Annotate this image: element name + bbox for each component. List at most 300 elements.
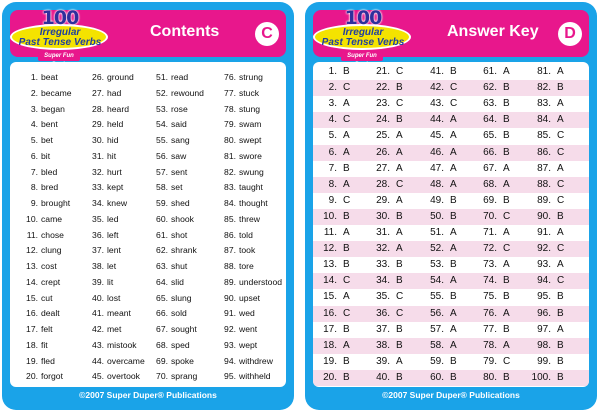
answer-letter: B (450, 194, 457, 206)
answer-row (313, 225, 589, 241)
verb-word: hid (107, 135, 119, 145)
answer-cell (527, 112, 564, 128)
verb-number: 11. (26, 229, 38, 240)
verb-number: 93. (224, 339, 236, 350)
verb-word: fit (41, 339, 48, 350)
verb-number: 87. (224, 245, 236, 256)
answer-letter: A (450, 323, 457, 335)
answer-letter: A (450, 178, 457, 190)
answer-cell (313, 225, 350, 241)
verb-word: cut (41, 292, 53, 303)
question-number: 90. (537, 210, 551, 222)
verb-word: mistook (107, 339, 137, 350)
answer-letter: C (503, 243, 511, 255)
verb-word: let (107, 261, 117, 271)
answer-cell (527, 273, 564, 289)
verb-word: left (107, 229, 119, 240)
verb-list-item (84, 180, 145, 196)
verb-word: fled (41, 355, 55, 366)
question-number: 70. (483, 210, 497, 222)
verb-number: 68. (156, 339, 168, 350)
answer-letter: C (503, 355, 511, 367)
answer-cell (420, 128, 457, 144)
verb-list-item (20, 180, 72, 196)
verb-number: 36. (92, 229, 104, 240)
verb-word: meant (107, 308, 131, 319)
contents-column (148, 70, 204, 387)
verb-number (20, 385, 38, 387)
answer-letter: B (557, 371, 564, 383)
answer-cell (527, 257, 564, 273)
answer-letter: A (343, 98, 350, 110)
verb-list-item (214, 86, 282, 102)
verb-number: 5. (30, 135, 38, 145)
verb-list-item (214, 70, 282, 86)
verb-number: 16. (26, 308, 38, 319)
verb-word: forgot (41, 371, 63, 382)
question-number: 2. (328, 82, 337, 94)
verb-word: began (41, 103, 65, 114)
answer-cell (366, 354, 403, 370)
verb-list-item (214, 354, 282, 370)
question-number: 75. (483, 291, 497, 303)
answer-letter: C (343, 114, 351, 126)
verb-word: strung (239, 72, 263, 82)
verb-word: bred (41, 182, 59, 193)
answer-key-header (313, 7, 589, 59)
answer-letter: A (503, 339, 510, 351)
verb-number: 10. (26, 213, 38, 224)
question-number: 62. (483, 82, 497, 94)
answer-cell (473, 177, 510, 193)
verb-number (84, 385, 104, 387)
answer-cell (366, 370, 403, 386)
verb-word: bit (41, 150, 51, 161)
answer-cell (366, 257, 403, 273)
verb-list-item (148, 196, 204, 212)
answer-row (313, 370, 589, 386)
verb-number: 64. (156, 276, 168, 287)
answer-letter: A (396, 130, 403, 142)
logo-tagline: Super Fun (341, 52, 383, 61)
answer-letter: C (557, 130, 565, 142)
contents-column (84, 70, 145, 387)
verb-number: 28. (92, 103, 104, 114)
question-number: 47. (430, 162, 444, 174)
verb-number: 53. (156, 103, 168, 114)
verb-number: 59. (156, 198, 168, 208)
card-letter-badge: D (558, 22, 582, 46)
verb-word: led (107, 213, 119, 224)
answer-letter: C (396, 291, 404, 303)
answer-cell (420, 64, 457, 80)
question-number: 14. (323, 275, 337, 287)
answer-row (313, 64, 589, 80)
answer-cell (527, 354, 564, 370)
logo-line1: Irregular (39, 27, 81, 38)
answer-cell (366, 145, 403, 161)
answer-letter: B (396, 114, 403, 126)
verb-number: 30. (92, 135, 104, 145)
answer-cell (473, 80, 510, 96)
answer-letter: A (450, 162, 457, 174)
verb-list-item (214, 369, 282, 385)
verb-number: 13. (26, 261, 38, 271)
verb-number: 37. (92, 245, 104, 256)
answer-row (313, 80, 589, 96)
question-number: 49. (430, 194, 444, 206)
verb-word: overcame (107, 355, 145, 366)
verb-word: understood (239, 276, 283, 287)
question-number: 35. (376, 291, 390, 303)
answer-letter: A (396, 194, 403, 206)
answer-cell (313, 80, 350, 96)
answer-letter: C (557, 146, 565, 158)
question-number: 92. (537, 243, 551, 255)
answer-row (313, 193, 589, 209)
verb-list-item (20, 212, 72, 228)
answer-cell (366, 322, 403, 338)
verb-number: 60. (156, 213, 168, 224)
verb-word: wed (239, 308, 255, 319)
verb-word: swung (239, 166, 264, 177)
answer-letter: B (503, 98, 510, 110)
verb-list-item (20, 117, 72, 133)
question-number: 43. (430, 98, 444, 110)
answer-cell (473, 112, 510, 128)
verb-word: lent (107, 245, 121, 256)
answer-cell (366, 241, 403, 257)
verb-word: brought (41, 198, 71, 208)
verb-number: 19. (26, 355, 38, 366)
verb-number: 91. (224, 308, 236, 319)
answer-row (313, 354, 589, 370)
answer-cell (313, 112, 350, 128)
verb-number: 82. (224, 166, 236, 177)
verb-list-item (214, 385, 282, 387)
question-number: 77. (483, 323, 497, 335)
answer-letter: B (396, 210, 403, 222)
answer-cell (420, 354, 457, 370)
verb-word: withheld (239, 371, 271, 382)
question-number: 3. (328, 98, 337, 110)
question-number: 4. (328, 114, 337, 126)
answer-cell (366, 225, 403, 241)
verb-word: stung (239, 103, 261, 114)
question-number: 25. (376, 130, 390, 142)
verb-list-item (214, 196, 282, 212)
answer-letter: C (503, 210, 511, 222)
question-number: 38. (376, 339, 390, 351)
question-number: 67. (483, 162, 497, 174)
answer-letter: C (396, 307, 404, 319)
verb-number: 40. (92, 292, 104, 303)
answer-cell (473, 193, 510, 209)
verb-list-item (148, 149, 204, 165)
answer-letter: B (503, 146, 510, 158)
answer-letter: A (396, 146, 403, 158)
verb-number: 33. (92, 182, 104, 193)
answer-letter: A (557, 66, 564, 77)
answer-letter: A (450, 243, 457, 255)
verb-list-item (214, 180, 282, 196)
question-number: 98. (537, 339, 551, 351)
answer-cell (473, 145, 510, 161)
question-number: 53. (430, 259, 444, 271)
verb-list-item (84, 133, 145, 149)
verb-number: 14. (26, 276, 38, 287)
verb-word: read (171, 72, 189, 82)
question-number: 88. (537, 178, 551, 190)
answer-cell (366, 273, 403, 289)
verb-word: came (41, 213, 63, 224)
answer-letter: B (450, 210, 457, 222)
answer-letter: C (396, 178, 404, 190)
answer-letter: C (557, 178, 565, 190)
answer-cell (473, 370, 510, 386)
verb-number: 79. (224, 119, 236, 130)
question-number: 89. (537, 194, 551, 206)
question-number: 42. (430, 82, 444, 94)
verb-word: sped (171, 339, 190, 350)
answer-letter: B (450, 66, 457, 77)
verb-list-item (20, 228, 72, 244)
answer-letter: C (343, 275, 351, 287)
answer-letter: A (450, 146, 457, 158)
verb-word: sought (171, 324, 197, 334)
verb-number: 86. (224, 229, 236, 240)
answer-letter: A (396, 227, 403, 238)
verb-number: 26. (92, 72, 104, 82)
verb-list-item (84, 369, 145, 385)
question-number: 6. (328, 146, 337, 158)
verb-word: cost (41, 261, 57, 271)
question-number: 93. (537, 259, 551, 271)
answer-cell (527, 80, 564, 96)
question-number: 45. (430, 130, 444, 142)
answer-letter: A (503, 162, 510, 174)
question-number: 96. (537, 307, 551, 319)
verb-word: shook (171, 213, 194, 224)
verb-number: 18. (26, 339, 38, 350)
answer-cell (313, 370, 350, 386)
verb-list-item (20, 306, 72, 322)
verb-number: 65. (156, 292, 168, 303)
answer-key-footer: ©2007 Super Duper® Publications (382, 390, 520, 400)
question-number: 24. (376, 114, 390, 126)
answer-letter: C (450, 82, 458, 94)
answer-letter: B (343, 162, 350, 174)
verb-number: 76. (224, 72, 236, 82)
verb-word: withdrew (239, 355, 273, 366)
verb-word: bet (41, 135, 53, 145)
answer-cell (527, 161, 564, 177)
answer-letter: A (557, 259, 564, 271)
answer-letter: C (343, 194, 351, 206)
verb-list-item (148, 291, 204, 307)
verb-number: 44. (92, 355, 104, 366)
question-number: 13. (323, 259, 337, 271)
answer-letter: A (450, 339, 457, 351)
answer-letter: A (503, 66, 510, 77)
answer-cell (527, 209, 564, 225)
answer-cell (313, 177, 350, 193)
verb-word: shed (171, 198, 190, 208)
answer-letter: B (557, 82, 564, 94)
question-number: 87. (537, 162, 551, 174)
verb-list-item (20, 149, 72, 165)
answer-letter: B (396, 371, 403, 383)
answer-cell (366, 80, 403, 96)
question-number: 20. (323, 371, 337, 383)
verb-number: 90. (224, 292, 236, 303)
logo-line2: Past Tense Verbs (18, 37, 102, 48)
verb-word: shrank (171, 245, 197, 256)
contents-panel (10, 62, 286, 387)
answer-letter: A (503, 307, 510, 319)
answer-letter: C (343, 82, 351, 94)
answer-cell (527, 225, 564, 241)
question-number: 28. (376, 178, 390, 190)
verb-word: set (171, 182, 183, 193)
verb-list-item (20, 369, 72, 385)
answer-cell (527, 193, 564, 209)
question-number: 36. (376, 307, 390, 319)
answer-cell (420, 177, 457, 193)
question-number: 48. (430, 178, 444, 190)
answer-letter: B (557, 355, 564, 367)
verb-word: upset (239, 292, 261, 303)
answer-letter: B (557, 307, 564, 319)
verb-list-item (20, 102, 72, 118)
answer-cell (420, 96, 457, 112)
question-number: 71. (483, 227, 497, 238)
question-number: 76. (483, 307, 497, 319)
verb-word: bent (41, 119, 58, 130)
answer-letter: B (396, 275, 403, 287)
verb-word: ground (107, 72, 134, 82)
verb-number: 84. (224, 198, 236, 208)
answer-letter: A (557, 114, 564, 126)
answer-cell (313, 273, 350, 289)
answer-letter: A (450, 307, 457, 319)
verb-list-item (148, 180, 204, 196)
answer-letter: C (396, 98, 404, 110)
answer-cell (313, 128, 350, 144)
verb-number: 34. (92, 198, 104, 208)
answer-cell (527, 289, 564, 305)
answer-cell (473, 273, 510, 289)
answer-cell (313, 354, 350, 370)
verb-list-item (148, 243, 204, 259)
verb-list-item (148, 369, 204, 385)
verb-word: sent (171, 166, 188, 177)
verb-list-item (20, 385, 72, 387)
verb-number: 51. (156, 72, 168, 82)
answer-cell (313, 289, 350, 305)
question-number: 65. (483, 130, 497, 142)
verb-list-item (214, 228, 282, 244)
verb-list-item (84, 149, 145, 165)
verb-list-item (214, 322, 282, 338)
answer-cell (420, 161, 457, 177)
verb-word: felt (41, 324, 53, 334)
verb-number: 32. (92, 166, 104, 177)
question-number: 91. (537, 227, 551, 238)
verb-number: 61. (156, 229, 168, 240)
verb-number: 95. (224, 371, 236, 382)
verb-word: met (107, 324, 122, 334)
verb-word: tore (239, 261, 254, 271)
verb-number (148, 385, 168, 387)
answer-cell (473, 289, 510, 305)
answer-letter: A (343, 178, 350, 190)
answer-letter: A (343, 146, 350, 158)
verb-number: 66. (156, 308, 168, 319)
answer-cell (313, 145, 350, 161)
answer-letter: B (450, 371, 457, 383)
verb-word: had (107, 87, 122, 98)
answer-letter: C (557, 275, 565, 287)
question-number: 21. (376, 66, 390, 77)
answer-cell (527, 306, 564, 322)
question-number: 50. (430, 210, 444, 222)
question-number: 30. (376, 210, 390, 222)
verb-word: threw (239, 213, 261, 224)
verb-word: crept (41, 276, 61, 287)
answer-cell (313, 64, 350, 80)
verb-list-item (84, 385, 145, 387)
verb-list-item (214, 306, 282, 322)
verb-word: beat (41, 72, 58, 82)
verb-list-item (148, 70, 204, 86)
answer-letter: B (503, 291, 510, 303)
verb-list-item (84, 165, 145, 181)
verb-list-item (84, 86, 145, 102)
answer-letter: A (557, 98, 564, 110)
verb-list-item (148, 86, 204, 102)
question-number: 64. (483, 114, 497, 126)
verb-word: went (239, 324, 258, 334)
answer-cell (473, 161, 510, 177)
verb-word: told (239, 229, 253, 240)
question-number: 81. (537, 66, 551, 77)
question-number: 79. (483, 355, 497, 367)
contents-header (10, 7, 286, 59)
verb-number: 39. (92, 276, 104, 287)
answer-letter: A (557, 227, 564, 238)
verb-number: 1. (30, 72, 38, 82)
verb-list-item (148, 306, 204, 322)
verb-word: slung (171, 292, 192, 303)
question-number: 86. (537, 146, 551, 158)
verb-number: 45. (92, 371, 104, 382)
verb-list-item (214, 165, 282, 181)
question-number: 18. (323, 339, 337, 351)
answer-letter: B (557, 291, 564, 303)
verb-number: 70. (156, 371, 168, 382)
verb-word: shut (171, 261, 188, 271)
answer-cell (366, 161, 403, 177)
question-number: 61. (483, 66, 497, 77)
answer-row (313, 241, 589, 257)
question-number: 69. (483, 194, 497, 206)
verb-word: spoke (171, 355, 194, 366)
answer-letter: C (396, 66, 404, 77)
question-number: 52. (430, 243, 444, 255)
answer-letter: A (396, 243, 403, 255)
question-number: 11. (323, 227, 337, 238)
